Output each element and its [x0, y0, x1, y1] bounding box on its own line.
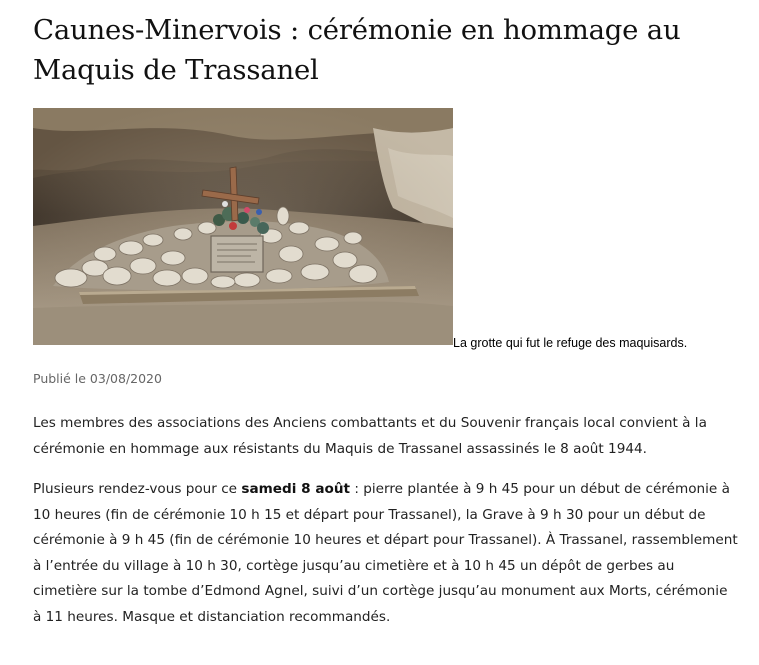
paragraph-schedule	[33, 477, 738, 630]
schedule-lead: Plusieurs rendez-vous pour ce	[33, 481, 242, 497]
cave-photo	[33, 108, 453, 345]
publish-date: Publié le 03/08/2020	[33, 371, 162, 386]
image-caption: La grotte qui fut le refuge des maquisards.	[453, 336, 688, 350]
schedule-details: : pierre plantée à 9 h 45 pour un début de cérémonie à 10 heures (fin de cérémonie 10 h 15 et départ pour Trassanel), la Grave à 9 h 30 pour un début de cérémonie à 9 h 45 (fin de cérémonie 10 heures et départ pour Trassanel). À Trassanel, rassemblement à l’entrée du village à 10 h 30, cortège jusqu’au cimetière et à 10 h 45 un dépôt de gerbes au cimetière sur la tombe d’Edmond Agnel, suivi d’un cortège jusqu’au monument aux Morts, cérémonie à 11 heures. Masque et distanciation recommandés.	[33, 481, 738, 625]
schedule-date: samedi 8 août	[241, 481, 351, 497]
article-figure	[33, 108, 738, 350]
article	[33, 0, 738, 630]
paragraph-intro: Les membres des associations des Anciens combattants et du Souvenir français local convient à la cérémonie en hommage aux résistants du Maquis de Trassanel assassinés le 8 août 1944.	[33, 415, 707, 457]
article-title: Caunes-Minervois : cérémonie en hommage au Maquis de Trassanel	[33, 14, 681, 86]
